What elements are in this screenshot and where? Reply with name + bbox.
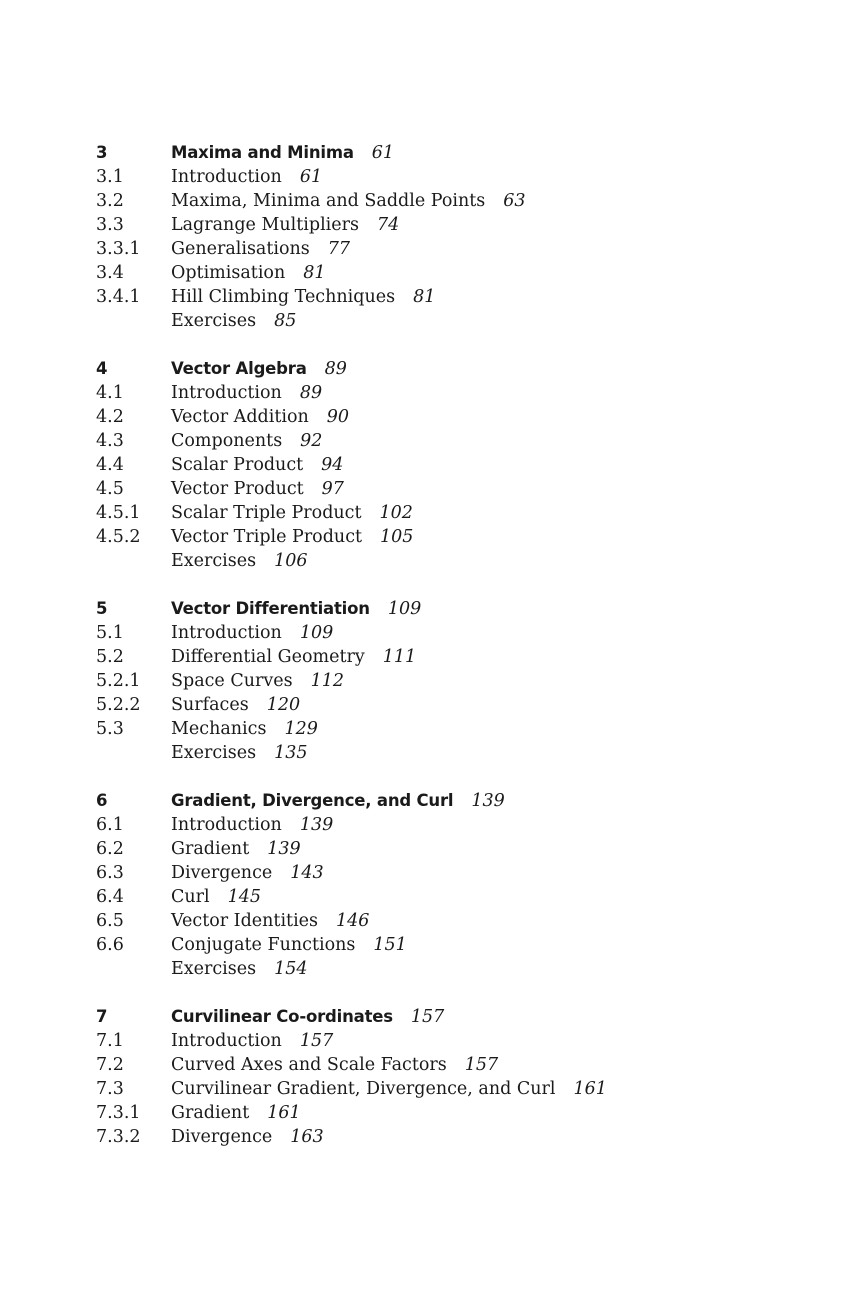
page-number: 146: [336, 911, 370, 931]
toc-entry: [96, 165, 796, 189]
page-number: 163: [290, 1127, 324, 1147]
toc-entry: [96, 213, 796, 237]
section-number: 7.1: [96, 1031, 124, 1051]
page-number: 157: [464, 1055, 499, 1075]
section-title: Generalisations: [171, 239, 310, 259]
chapter-heading: [96, 1005, 796, 1029]
section-title: Curved Axes and Scale Factors: [171, 1055, 447, 1075]
section-number: 5.3: [96, 719, 124, 739]
toc-entry: [96, 405, 796, 429]
section-number: 6.5: [96, 911, 124, 931]
page-number: 161: [267, 1103, 301, 1123]
toc-entry: [96, 621, 796, 645]
section-title: Introduction: [171, 167, 282, 187]
section-title: Vector Addition: [171, 407, 309, 427]
chapter-number: 3: [96, 143, 108, 162]
page-number: 102: [379, 503, 413, 523]
page-number: 139: [267, 839, 301, 859]
section-title: Surfaces: [171, 695, 249, 715]
page-number: 145: [227, 887, 262, 907]
toc-entry: [96, 381, 796, 405]
section-title: Lagrange Multipliers: [171, 215, 359, 235]
chapter-4: [96, 357, 796, 573]
section-number: 6.1: [96, 815, 124, 835]
page-number: 77: [327, 239, 351, 259]
toc-entry: [96, 309, 796, 333]
chapter-heading: [96, 357, 796, 381]
toc-entry: [96, 1053, 796, 1077]
chapter-3: [96, 141, 796, 333]
toc-entry: [96, 861, 796, 885]
toc-entry: [96, 1101, 796, 1125]
chapter-heading: [96, 141, 796, 165]
section-title: Vector Identities: [171, 911, 319, 931]
section-title: Components: [171, 431, 283, 451]
toc-entry: [96, 885, 796, 909]
section-number: 4.5: [96, 479, 124, 499]
section-title: Exercises: [171, 311, 257, 331]
chapter-number: 5: [96, 599, 108, 618]
toc-entry: [96, 501, 796, 525]
section-title: Vector Triple Product: [171, 527, 363, 547]
section-title: Exercises: [171, 551, 257, 571]
toc-entry: [96, 669, 796, 693]
section-title: Exercises: [171, 959, 257, 979]
section-number: 4.1: [96, 383, 124, 403]
section-title: Space Curves: [171, 671, 293, 691]
page-number: 74: [376, 215, 400, 235]
toc-entry: [96, 645, 796, 669]
chapter-title: Maxima and Minima: [171, 143, 354, 162]
page-number: 85: [274, 311, 297, 331]
toc-entry: [96, 933, 796, 957]
toc-entry: [96, 189, 796, 213]
section-number: 4.4: [96, 455, 124, 475]
section-title: Vector Product: [171, 479, 304, 499]
chapter-5: [96, 597, 796, 765]
toc-entry: [96, 477, 796, 501]
section-number: 4.2: [96, 407, 124, 427]
section-title: Mechanics: [171, 719, 267, 739]
chapter-title: Vector Differentiation: [171, 599, 370, 618]
section-number: 4.3: [96, 431, 124, 451]
section-number: 3.2: [96, 191, 124, 211]
chapter-title: Curvilinear Co-ordinates: [171, 1007, 393, 1026]
toc-entry: [96, 429, 796, 453]
section-number: 5.1: [96, 623, 124, 643]
section-title: Curl: [171, 887, 210, 907]
page-number: 120: [266, 695, 301, 715]
page-number: 111: [382, 647, 417, 667]
chapter-number: 4: [96, 359, 108, 378]
chapter-7: [96, 1005, 796, 1149]
section-number: 6.2: [96, 839, 124, 859]
toc-entry: [96, 741, 796, 765]
section-title: Introduction: [171, 815, 282, 835]
section-number: 7.3: [96, 1079, 124, 1099]
section-title: Maxima, Minima and Saddle Points: [171, 191, 486, 211]
section-number: 3.3.1: [96, 239, 141, 259]
page-number: 154: [274, 959, 308, 979]
page-number: 139: [471, 791, 505, 811]
toc-entry: [96, 957, 796, 981]
section-number: 6.3: [96, 863, 124, 883]
section-title: Hill Climbing Techniques: [171, 287, 396, 307]
section-number: 6.6: [96, 935, 124, 955]
toc-entry: [96, 909, 796, 933]
chapter-number: 6: [96, 791, 108, 810]
section-number: 3.3: [96, 215, 124, 235]
section-title: Introduction: [171, 1031, 282, 1051]
section-title: Introduction: [171, 623, 282, 643]
chapter-number: 7: [96, 1007, 108, 1026]
chapter-heading: [96, 597, 796, 621]
toc-entry: [96, 837, 796, 861]
chapter-title: Vector Algebra: [171, 359, 307, 378]
section-title: Differential Geometry: [171, 647, 365, 667]
section-number: 5.2: [96, 647, 124, 667]
section-title: Gradient: [171, 1103, 250, 1123]
section-title: Gradient: [171, 839, 250, 859]
toc-entry: [96, 1077, 796, 1101]
page-number: 94: [321, 455, 344, 475]
section-number: 4.5.2: [96, 527, 141, 547]
section-number: 5.2.2: [96, 695, 141, 715]
page-number: 135: [274, 743, 308, 763]
page-number: 92: [300, 431, 323, 451]
toc-entry: [96, 261, 796, 285]
page-number: 109: [387, 599, 422, 619]
toc-entry: [96, 717, 796, 741]
section-number: 7.2: [96, 1055, 124, 1075]
section-number: 5.2.1: [96, 671, 141, 691]
section-title: Divergence: [171, 863, 273, 883]
toc-entry: [96, 453, 796, 477]
page-number: 81: [303, 263, 326, 283]
section-title: Curvilinear Gradient, Divergence, and Curl: [171, 1079, 556, 1099]
page-number: 161: [573, 1079, 607, 1099]
chapter-6: [96, 789, 796, 981]
section-title: Introduction: [171, 383, 282, 403]
page-number: 61: [299, 167, 323, 187]
page-number: 90: [326, 407, 350, 427]
toc-entry: [96, 549, 796, 573]
section-title: Conjugate Functions: [171, 935, 356, 955]
page-number: 81: [413, 287, 436, 307]
toc-entry: [96, 285, 796, 309]
page-number: 89: [324, 359, 347, 379]
page-number: 157: [299, 1031, 334, 1051]
section-number: 7.3.2: [96, 1127, 141, 1147]
section-number: 4.5.1: [96, 503, 141, 523]
section-number: 6.4: [96, 887, 124, 907]
page-number: 61: [371, 143, 395, 163]
page-number: 112: [310, 671, 345, 691]
toc-entry: [96, 813, 796, 837]
toc-entry: [96, 1029, 796, 1053]
page-number: 109: [299, 623, 334, 643]
chapter-title: Gradient, Divergence, and Curl: [171, 791, 454, 810]
table-of-contents: [96, 141, 796, 1173]
section-title: Scalar Triple Product: [171, 503, 362, 523]
section-title: Divergence: [171, 1127, 273, 1147]
section-number: 3.4.1: [96, 287, 141, 307]
section-number: 3.4: [96, 263, 124, 283]
section-number: 7.3.1: [96, 1103, 141, 1123]
page-number: 63: [503, 191, 526, 211]
section-title: Optimisation: [171, 263, 286, 283]
section-title: Scalar Product: [171, 455, 304, 475]
chapter-heading: [96, 789, 796, 813]
page-number: 139: [299, 815, 334, 835]
page-number: 129: [284, 719, 318, 739]
toc-entry: [96, 1125, 796, 1149]
toc-entry: [96, 693, 796, 717]
page-number: 157: [410, 1007, 445, 1027]
toc-entry: [96, 237, 796, 261]
page-number: 89: [299, 383, 323, 403]
page-number: 106: [274, 551, 308, 571]
page-number: 105: [380, 527, 414, 547]
page-number: 151: [373, 935, 407, 955]
toc-entry: [96, 525, 796, 549]
section-number: 3.1: [96, 167, 124, 187]
page-number: 97: [321, 479, 344, 499]
section-title: Exercises: [171, 743, 257, 763]
page-number: 143: [290, 863, 324, 883]
